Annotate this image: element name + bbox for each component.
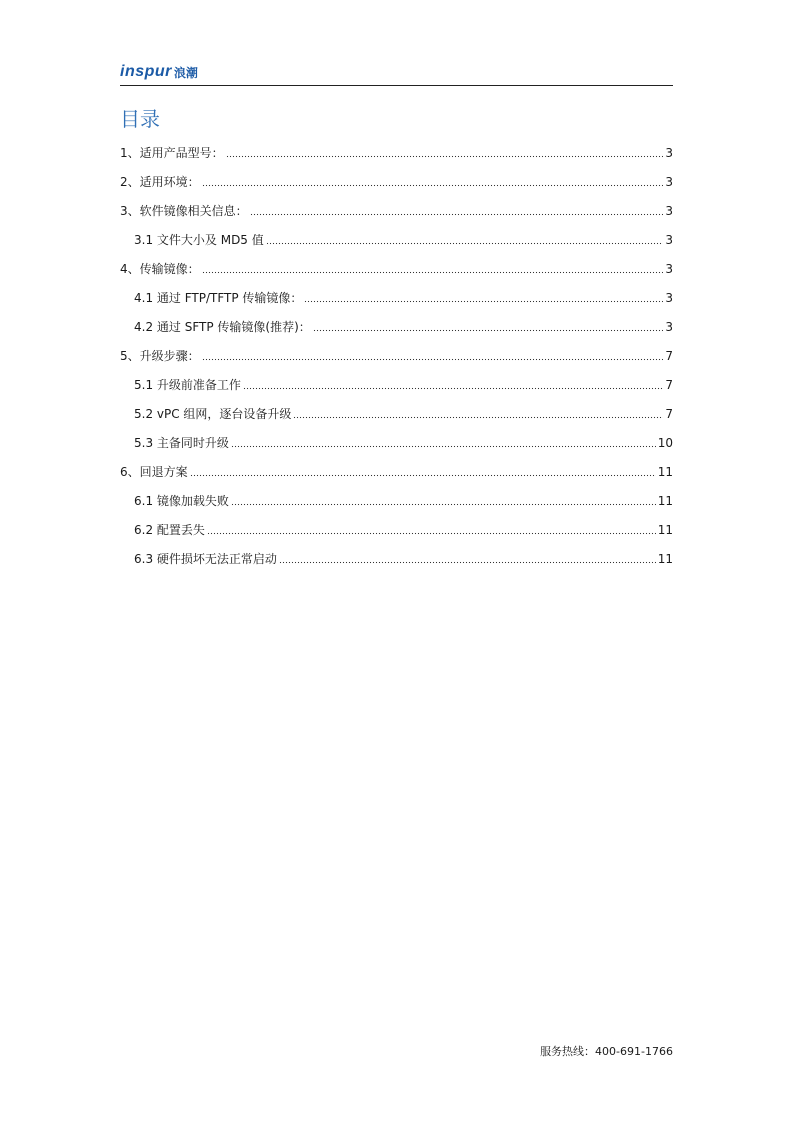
toc-entry-page-number: 3	[665, 232, 673, 247]
toc-entry-label: 2、适用环境：	[120, 174, 200, 189]
table-of-contents	[120, 138, 673, 573]
toc-entry[interactable]	[120, 341, 673, 370]
toc-entry-label: 4.2 通过 SFTP 传输镜像(推荐)：	[134, 319, 311, 334]
toc-entry[interactable]	[120, 515, 673, 544]
toc-entry[interactable]	[120, 486, 673, 515]
toc-leader-dots	[190, 467, 656, 477]
toc-entry-label: 6.2 配置丢失	[134, 522, 205, 537]
toc-entry-page-number: 3	[665, 203, 673, 218]
toc-leader-dots	[304, 293, 663, 303]
toc-entry[interactable]	[120, 312, 673, 341]
toc-entry-page-number: 3	[665, 261, 673, 276]
toc-entry-label: 5.1 升级前准备工作	[134, 377, 241, 392]
toc-entry-page-number: 3	[665, 174, 673, 189]
toc-entry[interactable]	[120, 167, 673, 196]
toc-entry-page-number: 3	[665, 145, 673, 160]
toc-entry-label: 6、回退方案	[120, 464, 188, 479]
toc-entry-page-number: 11	[657, 551, 673, 566]
toc-entry[interactable]	[120, 254, 673, 283]
toc-entry-page-number: 11	[657, 522, 673, 537]
toc-leader-dots	[231, 438, 656, 448]
page-header	[120, 60, 673, 86]
toc-entry[interactable]	[120, 283, 673, 312]
toc-entry[interactable]	[120, 399, 673, 428]
toc-leader-dots	[226, 148, 664, 158]
toc-entry-label: 6.3 硬件损坏无法正常启动	[134, 551, 277, 566]
toc-entry[interactable]	[120, 138, 673, 167]
toc-entry-page-number: 7	[665, 348, 673, 363]
toc-leader-dots	[279, 554, 656, 564]
header-divider	[120, 85, 673, 86]
logo-wordmark: inspur	[120, 63, 172, 80]
toc-entry-page-number: 7	[665, 377, 673, 392]
toc-entry-label: 4、传输镜像：	[120, 261, 200, 276]
toc-leader-dots	[231, 496, 656, 506]
toc-entry-label: 5.2 vPC 组网，逐台设备升级	[134, 406, 292, 421]
toc-leader-dots	[202, 264, 664, 274]
footer-hotline: 服务热线：400-691-1766	[540, 1045, 673, 1058]
toc-entry-label: 5.3 主备同时升级	[134, 435, 229, 450]
toc-entry[interactable]	[120, 428, 673, 457]
toc-entry-page-number: 10	[657, 435, 673, 450]
toc-entry-page-number: 7	[665, 406, 673, 421]
toc-leader-dots	[202, 177, 664, 187]
toc-leader-dots	[202, 351, 664, 361]
toc-entry[interactable]	[120, 225, 673, 254]
logo-chinese-name: 浪潮	[173, 65, 198, 80]
toc-entry-label: 4.1 通过 FTP/TFTP 传输镜像：	[134, 290, 303, 305]
toc-entry-label: 6.1 镜像加载失败	[134, 493, 229, 508]
toc-entry-page-number: 11	[657, 464, 673, 479]
toc-leader-dots	[266, 235, 664, 245]
toc-leader-dots	[313, 322, 664, 332]
toc-leader-dots	[207, 525, 656, 535]
toc-leader-dots	[250, 206, 664, 216]
toc-entry[interactable]	[120, 370, 673, 399]
toc-entry[interactable]	[120, 544, 673, 573]
toc-entry[interactable]	[120, 196, 673, 225]
toc-title: 目录	[120, 107, 160, 131]
toc-entry-page-number: 3	[665, 290, 673, 305]
toc-entry-label: 3、软件镜像相关信息：	[120, 203, 248, 218]
toc-leader-dots	[293, 409, 663, 419]
toc-entry-label: 3.1 文件大小及 MD5 值	[134, 232, 264, 247]
toc-entry-label: 1、适用产品型号：	[120, 145, 224, 160]
toc-leader-dots	[243, 380, 663, 390]
toc-entry[interactable]	[120, 457, 673, 486]
toc-entry-label: 5、升级步骤：	[120, 348, 200, 363]
inspur-logo	[120, 62, 198, 82]
toc-entry-page-number: 11	[657, 493, 673, 508]
toc-entry-page-number: 3	[665, 319, 673, 334]
